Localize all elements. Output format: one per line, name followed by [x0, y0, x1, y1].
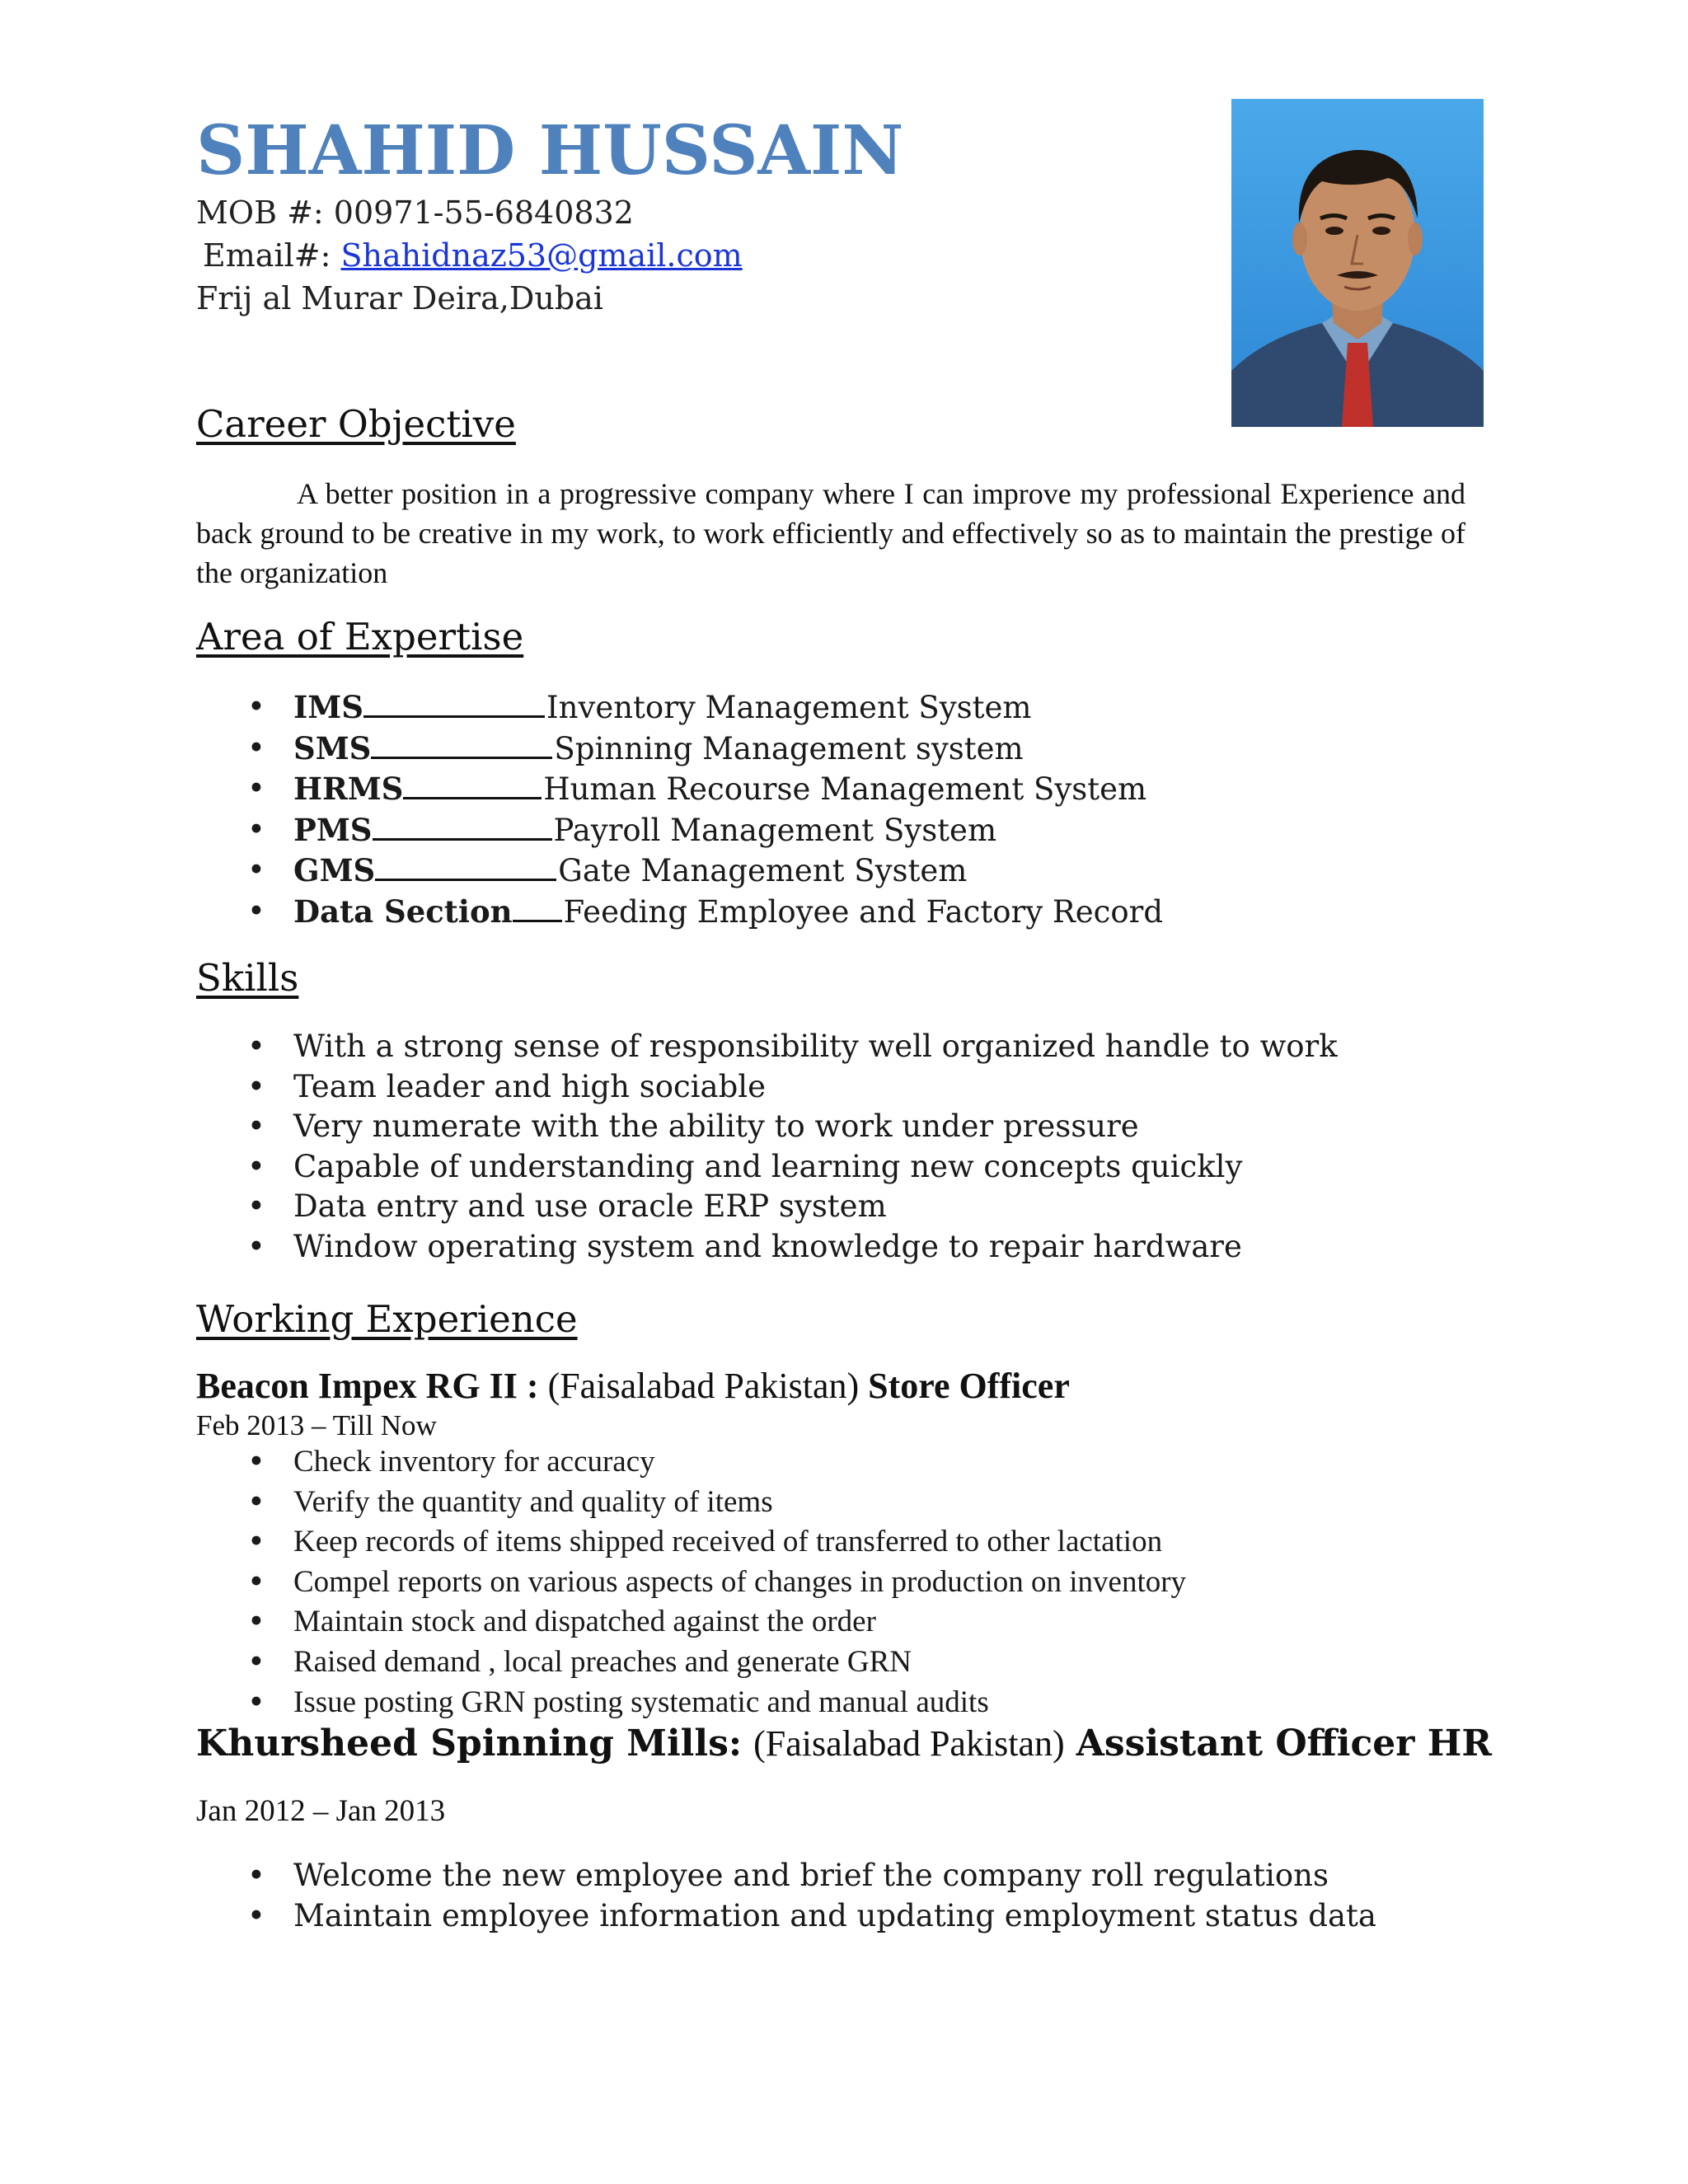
- list-item: [196, 687, 1163, 729]
- list-item: [196, 810, 1163, 851]
- list-item: • With a strong sense of responsibility well organized handle to work: [196, 1027, 1338, 1067]
- profile-photo: [1231, 99, 1484, 427]
- career-objective-heading: Career Objective: [196, 402, 516, 446]
- job-header: [196, 1722, 1492, 1765]
- expertise-heading: Area of Expertise: [196, 615, 524, 658]
- expertise-code: HRMS: [293, 771, 404, 807]
- job-dates: Feb 2013 – Till Now: [196, 1409, 437, 1441]
- underline-rule: [371, 729, 552, 759]
- list-item: • Very numerate with the ability to work under pressure: [196, 1107, 1338, 1147]
- expertise-code: GMS: [293, 852, 376, 888]
- career-objective-body: A better position in a progressive company where I can improve my professional Experience and back ground to be creative in my work, to work efficiently and effectively so as to maintain the prestige of the organization: [196, 477, 1465, 589]
- list-item: • Welcome the new employee and brief the company roll regulations: [196, 1856, 1376, 1896]
- list-item: • Maintain stock and dispatched against the order: [196, 1602, 1186, 1643]
- expertise-desc: Payroll Management System: [553, 812, 997, 848]
- experience-heading: Working Experience: [196, 1297, 578, 1341]
- list-item: • Window operating system and knowledge to repair hardware: [196, 1227, 1338, 1268]
- skills-heading: Skills: [196, 956, 299, 1000]
- email-label: Email#:: [203, 237, 331, 274]
- expertise-code: PMS: [293, 811, 373, 848]
- email-link[interactable]: Shahidnaz53@gmail.com: [340, 237, 743, 274]
- list-item: • Data entry and use oracle ERP system: [196, 1187, 1338, 1227]
- address: Frij al Murar Deira,Dubai: [196, 280, 603, 316]
- list-item: • Compel reports on various aspects of changes in production on inventory: [196, 1563, 1186, 1603]
- job-header: [196, 1365, 1070, 1407]
- list-item: • Verify the quantity and quality of items: [196, 1483, 1186, 1523]
- underline-rule: [513, 892, 562, 922]
- list-item: • Team leader and high sociable: [196, 1067, 1338, 1108]
- expertise-desc: Gate Management System: [558, 853, 968, 888]
- expertise-code: IMS: [293, 689, 363, 725]
- list-item: • Raised demand , local preaches and generate GRN: [196, 1643, 1186, 1683]
- job-location: (Faisalabad Pakistan): [753, 1723, 1065, 1764]
- company-name: Beacon Impex RG II :: [196, 1366, 539, 1406]
- candidate-name: SHAHID HUSSAIN: [196, 111, 904, 190]
- underline-rule: [373, 810, 552, 841]
- job-duties-list: [196, 1856, 1376, 1936]
- expertise-list: [196, 687, 1163, 932]
- underline-rule: [363, 687, 545, 718]
- underline-rule: [375, 851, 556, 881]
- list-item: • Capable of understanding and learning new concepts quickly: [196, 1147, 1338, 1188]
- underline-rule: [403, 769, 542, 799]
- job-title: Store Officer: [868, 1366, 1070, 1406]
- career-objective-text: [196, 474, 1465, 593]
- list-item: [196, 729, 1163, 770]
- expertise-desc: Human Recourse Management System: [543, 771, 1147, 807]
- job-duties-list: [196, 1442, 1186, 1722]
- job-title: Assistant Officer HR: [1076, 1722, 1492, 1765]
- profile-photo-icon: [1231, 99, 1484, 427]
- skills-list: [196, 1027, 1338, 1267]
- expertise-code: Data Section: [293, 893, 513, 930]
- mobile-number: MOB #: 00971-55-6840832: [196, 194, 634, 231]
- list-item: [196, 892, 1163, 933]
- list-item: • Keep records of items shipped received of transferred to other lactation: [196, 1522, 1186, 1563]
- list-item: • Check inventory for accuracy: [196, 1442, 1186, 1483]
- expertise-code: SMS: [293, 729, 372, 766]
- expertise-desc: Spinning Management system: [554, 730, 1024, 766]
- list-item: [196, 769, 1163, 810]
- expertise-desc: Inventory Management System: [546, 690, 1032, 725]
- list-item: [196, 851, 1163, 892]
- expertise-desc: Feeding Employee and Factory Record: [563, 893, 1164, 930]
- list-item: • Issue posting GRN posting systematic and manual audits: [196, 1683, 1186, 1723]
- email-line: [203, 237, 743, 274]
- list-item: • Maintain employee information and updating employment status data: [196, 1896, 1376, 1937]
- job-dates: Jan 2012 – Jan 2013: [196, 1794, 446, 1828]
- job-location: (Faisalabad Pakistan): [547, 1366, 860, 1406]
- company-name: Khursheed Spinning Mills:: [196, 1722, 743, 1765]
